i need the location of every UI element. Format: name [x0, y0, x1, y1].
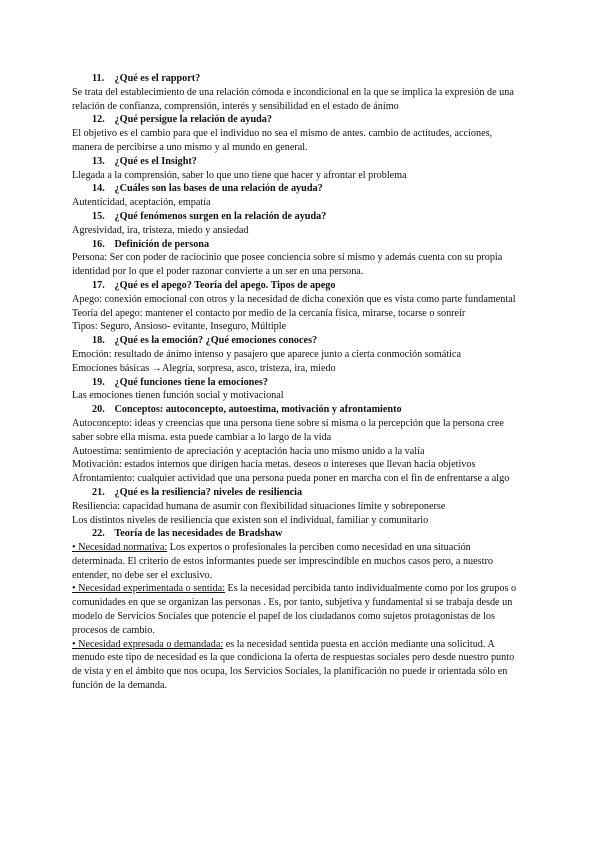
section-18: [72, 334, 520, 375]
question-heading: 13. ¿Qué es el Insight?: [92, 155, 197, 167]
section-15: [72, 210, 520, 238]
answer-text: El objetivo es el cambio para que el individuo no sea el mismo de antes. cambio de actitudes, acciones, manera de percibirse a uno mismo y al mundo en general.: [72, 128, 493, 153]
need-text: Es la necesidad percibida tanto individualmente como por los grupos o comunidades en que se organizan las personas . Es, por tanto, subjetiva y fundamental si se trabaja desde un modelo de Servicios Sociales que potencie el papel de los ciudadanos como sujetos protagonistas de los procesos de cambio.: [72, 583, 517, 636]
section-13: [72, 155, 520, 183]
question-heading: 16. Definición de persona: [92, 238, 210, 250]
question-heading: 14. ¿Cuáles son las bases de una relación de ayuda?: [92, 183, 323, 195]
answer-text: Emociones básicas →Alegría, sorpresa, asco, tristeza, ira, miedo: [72, 362, 336, 374]
need-item: [72, 541, 520, 582]
question-heading: 21. ¿Qué es la resiliencia? niveles de resiliencia: [92, 486, 303, 498]
answer-text: Tipos: Seguro, Ansioso- evitante, Inseguro, Múltiple: [72, 321, 287, 333]
question-heading: 12. ¿Qué persigue la relación de ayuda?: [92, 114, 272, 126]
answer-text: Agresividad, ira, tristeza, miedo y ansiedad: [72, 224, 249, 236]
document-content: [72, 72, 520, 693]
answer-text: Resiliencia: capacidad humana de asumir con flexibilidad situaciones límite y sobreponerse: [72, 500, 446, 512]
answer-text: Autoconcepto: ideas y creencias que una persona tiene sobre sí misma o la percepción que la persona cree saber sobre ella misma. esta puede cambiar a lo largo de la vida: [72, 417, 504, 443]
question-heading: 19. ¿Qué funciones tiene la emociones?: [92, 376, 268, 388]
need-label: • Necesidad expresada o demandada:: [72, 638, 224, 650]
question-heading: 17. ¿Qué es el apego? Teoría del apego. Tipos de apego: [92, 279, 336, 291]
answer-text: Afrontamiento: cualquier actividad que una persona pueda poner en marcha con el fin de enfrentarse a algo: [72, 473, 510, 485]
answer-text: Emoción: resultado de ánimo intenso y pasajero que aparece junto a cierta conmoción somática: [72, 348, 461, 360]
answer-text: Persona: Ser con poder de raciocinio que posee conciencia sobre sí mismo y además cuenta con su propia identidad por lo que el poder razonar convierte a un ser en una persona.: [72, 252, 503, 278]
need-label: • Necesidad normativa:: [72, 542, 168, 554]
need-label: • Necesidad experimentada o sentida:: [72, 583, 225, 595]
section-11: [72, 72, 520, 113]
question-heading: 20. Conceptos: autoconcepto, autoestima, motivación y afrontamiento: [92, 404, 402, 416]
need-item: [72, 582, 520, 637]
section-21: [72, 486, 520, 527]
answer-text: Los distintos niveles de resiliencia que existen son el individual, familiar y comunitario: [72, 514, 429, 526]
section-17: [72, 279, 520, 334]
question-heading: 18. ¿Qué es la emoción? ¿Qué emociones conoces?: [92, 335, 318, 347]
section-22: [72, 527, 520, 693]
answer-text: Autoestima: sentimiento de apreciación y aceptación hacia uno mismo unido a la valía: [72, 445, 425, 457]
section-16: [72, 238, 520, 279]
answer-text: Las emociones tienen función social y motivacional: [72, 390, 284, 402]
answer-text: Motivación: estados internos que dirigen hacia metas. deseos o intereses que llevan hacia objetivos: [72, 459, 476, 471]
section-19: [72, 376, 520, 404]
answer-text: Autenticidad, aceptación, empatía: [72, 197, 211, 209]
answer-text: Se trata del establecimiento de una relación cómoda e incondicional en la que se implica la expresión de una relación de confianza, comprensión, interés y sensibilidad en el estado de ánimo: [72, 86, 514, 112]
answer-text: Teoría del apego: mantener el contacto por medio de la cercanía física, mirarse, tocarse o sonreír: [72, 307, 466, 319]
need-text: es la necesidad sentida puesta en acción mediante una solicitud. A menudo este tipo de necesidad es la que condiciona la oferta de respuestas sociales pero desde nuestro punto de vista y en el ámbito que nos ocupa, los Servicios Sociales, la planificación no puede ir orientada sólo en función de la demanda.: [72, 638, 515, 692]
need-item: [72, 638, 520, 693]
answer-text: Apego: conexión emocional con otros y la necesidad de dicha conexión que es vista como parte fundamental: [72, 293, 516, 305]
section-20: [72, 403, 520, 486]
question-heading: 22. Teoría de las necesidades de Bradshaw: [92, 528, 283, 540]
section-14: [72, 182, 520, 210]
answer-text: Llegada a la comprensión, saber lo que uno tiene que hacer y afrontar el problema: [72, 169, 407, 181]
section-12: [72, 113, 520, 154]
question-heading: 11. ¿Qué es el rapport?: [92, 73, 201, 84]
question-heading: 15. ¿Qué fenómenos surgen en la relación de ayuda?: [92, 210, 327, 222]
need-text: Los expertos o profesionales la perciben como necesidad en una situación determinada. El criterio de estos informantes puede ser imprescindible en muchos casos pero, a nuestro entender, no debe ser el exclusivo.: [72, 542, 493, 581]
